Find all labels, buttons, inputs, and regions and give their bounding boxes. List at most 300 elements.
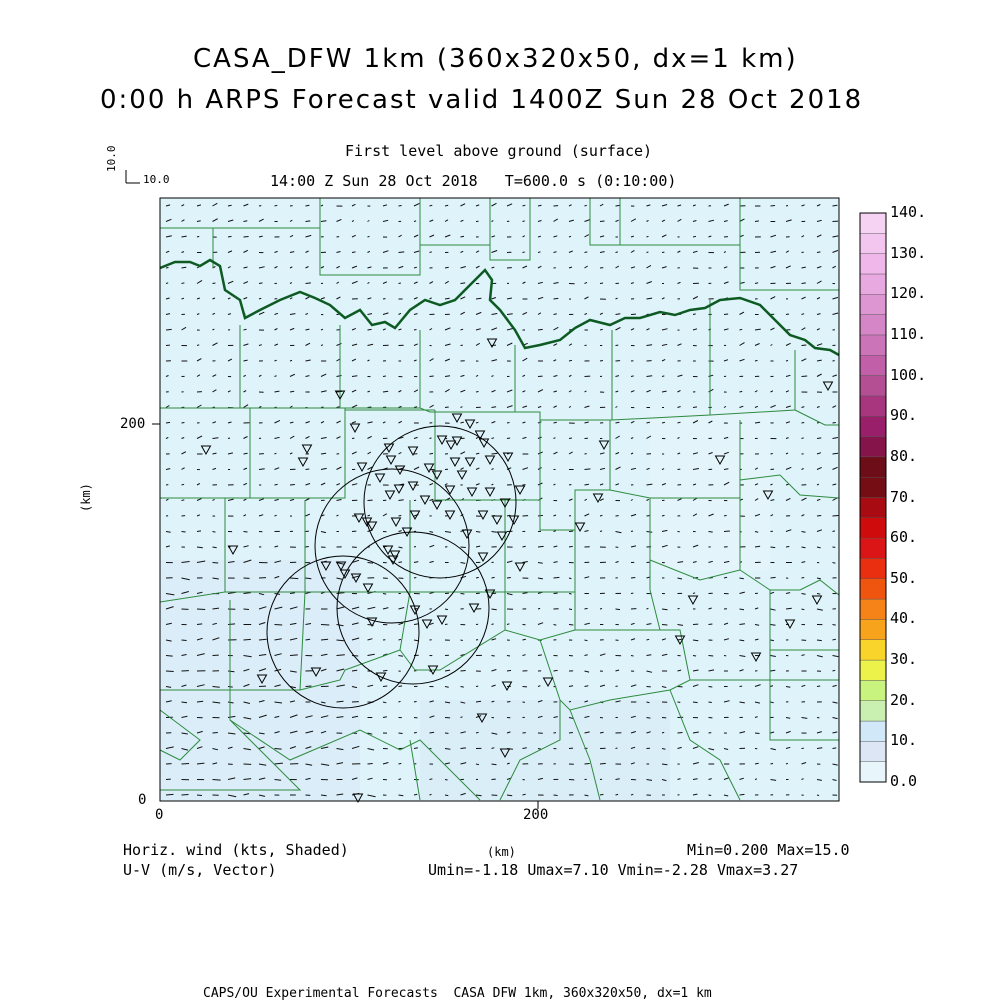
wind-vector: [802, 283, 806, 284]
colorbar-segment: [860, 721, 886, 741]
wind-vector: [538, 205, 542, 206]
wind-vector: [631, 656, 634, 657]
wind-vector: [461, 547, 466, 548]
wind-vector: [833, 670, 836, 671]
colorbar-segment: [860, 680, 886, 700]
wind-vector: [414, 701, 417, 702]
title-line-1: CASA_DFW 1km (360x320x50, dx=1 km): [193, 46, 798, 72]
wind-vector: [600, 221, 605, 222]
wind-vector: [833, 516, 839, 517]
wind-vector: [538, 608, 540, 609]
footer-left-1: Horiz. wind (kts, Shaded): [123, 843, 349, 858]
wind-vector: [693, 779, 698, 780]
colorbar-label: 130.: [890, 246, 926, 261]
wind-vector: [399, 283, 401, 284]
wind-vector: [213, 780, 221, 781]
wind-vector: [507, 624, 509, 625]
wind-vector: [321, 345, 323, 346]
wind-vector: [709, 687, 713, 688]
colorbar-segment: [860, 640, 886, 660]
wind-vector: [585, 640, 588, 641]
wind-vector: [585, 252, 588, 253]
wind-vector: [166, 268, 169, 269]
footer-right-2: Umin=-1.18 Umax=7.10 Vmin=-2.28 Vmax=3.27: [428, 863, 798, 878]
wind-vector: [492, 624, 494, 625]
wind-vector: [802, 438, 804, 439]
wind-vector: [399, 252, 405, 253]
wind-vector: [197, 624, 202, 625]
colorbar-segment: [860, 396, 886, 416]
wind-vector: [182, 267, 187, 268]
wind-vector: [662, 515, 665, 516]
wind-vector: [368, 407, 372, 408]
wind-vector: [306, 221, 311, 222]
wind-vector: [383, 670, 387, 671]
wind-vector: [383, 391, 388, 392]
colorbar-segment: [860, 315, 886, 335]
wind-vector: [616, 609, 621, 610]
wind-vector: [414, 732, 417, 733]
colorbar-segment: [860, 660, 886, 680]
wind-vector: [833, 748, 837, 749]
wind-vector: [244, 532, 248, 533]
wind-vector: [771, 454, 773, 455]
wind-vector: [817, 423, 819, 424]
colorbar-label: 60.: [890, 530, 917, 545]
wind-vector: [337, 701, 344, 702]
map-plot: [160, 198, 839, 802]
colorbar-segment: [860, 558, 886, 578]
wind-vector: [554, 795, 558, 796]
wind-vector: [461, 594, 465, 595]
wind-vector: [383, 594, 386, 595]
wind-vector: [507, 670, 511, 671]
wind-vector: [740, 624, 745, 625]
wind-vector: [755, 733, 760, 734]
wind-vector: [817, 516, 821, 517]
colorbar-segment: [860, 294, 886, 314]
wind-vector: [755, 360, 758, 361]
wind-vector: [383, 686, 387, 687]
wind-vector: [724, 531, 730, 532]
wind-vector: [523, 221, 525, 222]
wind-vector: [166, 656, 173, 657]
wind-vector: [275, 205, 278, 206]
map-shading-patch: [420, 700, 670, 800]
wind-vector: [228, 624, 235, 625]
wind-vector: [213, 687, 220, 688]
footer-right-1: Min=0.200 Max=15.0: [687, 843, 850, 858]
colorbar: [860, 213, 886, 782]
colorbar-segment: [860, 254, 886, 274]
wind-vector: [228, 236, 232, 237]
colorbar-segment: [860, 376, 886, 396]
wind-vector: [538, 655, 542, 656]
wind-vector: [507, 702, 510, 703]
wind-vector: [197, 795, 202, 796]
wind-vector: [352, 252, 356, 253]
colorbar-segment: [860, 416, 886, 436]
wind-vector: [399, 516, 402, 517]
wind-vector: [430, 438, 432, 439]
wind-vector: [275, 749, 282, 750]
colorbar-segment: [860, 233, 886, 253]
wind-vector: [414, 547, 416, 548]
wind-vector: [786, 206, 788, 207]
colorbar-label: 30.: [890, 652, 917, 667]
wind-vector: [213, 563, 219, 564]
wind-vector: [569, 609, 572, 610]
x-tick-200: 200: [523, 808, 548, 822]
colorbar-label: 70.: [890, 490, 917, 505]
wind-vector: [337, 640, 344, 641]
wind-vector: [569, 594, 572, 595]
wind-vector: [740, 391, 743, 392]
colorbar-label: 100.: [890, 368, 926, 383]
wind-vector: [817, 686, 820, 687]
wind-vector: [352, 656, 358, 657]
wind-vector: [833, 531, 835, 532]
wind-vector: [414, 578, 416, 579]
wind-vector: [399, 686, 403, 687]
wind-vector: [647, 345, 653, 346]
wind-vector: [182, 532, 186, 533]
wind-vector: [213, 547, 217, 548]
wind-vector: [771, 206, 776, 207]
wind-vector: [306, 547, 309, 548]
colorbar-label: 110.: [890, 327, 926, 342]
wind-vector: [724, 577, 727, 578]
wind-vector: [833, 625, 836, 626]
colorbar-label: 120.: [890, 286, 926, 301]
wind-vector: [399, 500, 404, 501]
wind-vector: [538, 329, 543, 330]
colorbar-label: 0.0: [890, 774, 917, 789]
colorbar-label: 40.: [890, 611, 917, 626]
wind-vector: [554, 422, 557, 423]
wind-vector: [802, 578, 805, 579]
wind-vector: [182, 500, 185, 501]
wind-vector: [414, 624, 418, 625]
wind-vector: [290, 485, 295, 486]
wind-vector: [817, 438, 821, 439]
wind-vector: [786, 361, 788, 362]
wind-vector: [662, 422, 665, 423]
x-tick-0: 0: [155, 808, 163, 822]
wind-vector: [833, 563, 836, 564]
wind-vector: [445, 687, 449, 688]
wind-vector: [445, 407, 449, 408]
colorbar-segment: [860, 274, 886, 294]
wind-vector: [786, 547, 789, 548]
wind-vector: [213, 283, 216, 284]
wind-vector: [461, 671, 466, 672]
wind-vector: [523, 546, 526, 547]
wind-vector: [693, 702, 698, 703]
colorbar-segment: [860, 579, 886, 599]
wind-vector: [228, 205, 232, 206]
wind-vector: [817, 252, 820, 253]
wind-vector: [585, 469, 591, 470]
x-axis-unit: (km): [487, 846, 516, 858]
credit-line: CAPS/OU Experimental Forecasts CASA DFW 1km, 360x320x50, dx=1 km: [203, 987, 712, 1000]
wind-vector: [662, 609, 668, 610]
wind-vector: [523, 639, 526, 640]
wind-vector: [166, 283, 168, 284]
wind-vector: [306, 686, 312, 687]
wind-vector: [166, 422, 170, 423]
wind-vector: [802, 609, 805, 610]
colorbar-segment: [860, 762, 886, 782]
wind-vector: [802, 376, 808, 377]
wind-vector: [399, 701, 401, 702]
wind-vector: [259, 283, 263, 284]
colorbar-label: 50.: [890, 571, 917, 586]
wind-vector: [569, 236, 571, 237]
wind-vector: [662, 749, 665, 750]
wind-vector: [585, 764, 590, 765]
wind-vector: [197, 221, 201, 222]
wind-vector: [709, 702, 712, 703]
wind-vector: [445, 795, 448, 796]
wind-vector: [399, 206, 402, 207]
wind-vector: [569, 360, 572, 361]
wind-vector: [321, 407, 324, 408]
wind-vector: [538, 749, 541, 750]
wind-vector: [445, 749, 450, 750]
wind-vector: [662, 625, 667, 626]
ref-vector-label-x: 10.0: [143, 174, 170, 185]
wind-vector: [476, 701, 481, 702]
wind-vector: [600, 329, 603, 330]
wind-vector: [771, 547, 776, 548]
wind-vector: [414, 221, 416, 222]
wind-vector: [197, 531, 201, 532]
subtitle-level: First level above ground (surface): [345, 144, 652, 159]
wind-vector: [724, 314, 728, 315]
y-tick-0: 0: [138, 793, 146, 807]
wind-vector: [616, 252, 618, 253]
wind-vector: [802, 345, 807, 346]
wind-vector: [585, 205, 587, 206]
wind-vector: [306, 469, 310, 470]
wind-vector: [306, 639, 311, 640]
wind-vector: [275, 484, 278, 485]
subtitle-time: 14:00 Z Sun 28 Oct 2018 T=600.0 s (0:10:00): [270, 174, 676, 189]
wind-vector: [383, 376, 386, 377]
wind-vector: [554, 298, 559, 299]
wind-vector: [244, 237, 249, 238]
wind-vector: [182, 795, 189, 796]
wind-vector: [554, 670, 558, 671]
wind-vector: [569, 701, 571, 702]
wind-vector: [213, 438, 219, 439]
wind-vector: [833, 205, 838, 206]
colorbar-label: 20.: [890, 693, 917, 708]
wind-vector: [600, 763, 606, 764]
wind-vector: [476, 422, 478, 423]
title-line-2: 0:00 h ARPS Forecast valid 1400Z Sun 28 Oct 2018: [100, 87, 863, 113]
wind-vector: [755, 422, 760, 423]
wind-vector: [662, 376, 664, 377]
wind-vector: [476, 577, 479, 578]
wind-vector: [368, 236, 370, 237]
wind-vector: [461, 640, 463, 641]
colorbar-segment: [860, 619, 886, 639]
wind-vector: [569, 625, 573, 626]
wind-vector: [600, 361, 603, 362]
wind-vector: [631, 531, 633, 532]
wind-vector: [554, 625, 557, 626]
wind-vector: [523, 252, 525, 253]
wind-vector: [197, 345, 199, 346]
wind-vector: [368, 764, 373, 765]
wind-vector: [182, 423, 185, 424]
wind-vector: [585, 686, 589, 687]
wind-vector: [476, 732, 479, 733]
wind-vector: [507, 656, 510, 657]
wind-vector: [445, 780, 448, 781]
wind-vector: [430, 252, 432, 253]
wind-vector: [399, 639, 402, 640]
wind-vector: [600, 609, 602, 610]
wind-vector: [554, 314, 557, 315]
colorbar-segment: [860, 457, 886, 477]
wind-vector: [724, 469, 728, 470]
wind-vector: [709, 624, 713, 625]
wind-vector: [755, 779, 757, 780]
wind-vector: [786, 763, 788, 764]
wind-vector: [817, 594, 820, 595]
wind-vector: [213, 733, 218, 734]
wind-vector: [647, 655, 652, 656]
colorbar-segment: [860, 498, 886, 518]
wind-vector: [352, 670, 357, 671]
wind-vector: [802, 423, 805, 424]
wind-vector: [647, 236, 649, 237]
colorbar-label: 80.: [890, 449, 917, 464]
wind-vector: [476, 298, 481, 299]
wind-vector: [445, 205, 448, 206]
wind-vector: [585, 655, 588, 656]
wind-vector: [368, 563, 374, 564]
wind-vector: [771, 577, 776, 578]
wind-vector: [662, 732, 664, 733]
wind-vector: [166, 329, 172, 330]
wind-vector: [616, 779, 620, 780]
wind-vector: [244, 609, 250, 610]
y-axis-unit: (km): [80, 483, 92, 512]
wind-vector: [817, 795, 819, 796]
wind-vector: [569, 578, 571, 579]
wind-vector: [569, 733, 573, 734]
wind-vector: [399, 562, 403, 563]
wind-vector: [600, 531, 602, 532]
wind-vector: [538, 546, 544, 547]
wind-vector: [306, 283, 311, 284]
wind-vector: [445, 376, 450, 377]
wind-vector: [461, 748, 466, 749]
wind-vector: [600, 283, 603, 284]
wind-vector: [585, 608, 588, 609]
wind-vector: [244, 453, 248, 454]
y-tick-200: 200: [120, 417, 145, 431]
footer-left-2: U-V (m/s, Vector): [123, 863, 277, 878]
colorbar-segment: [860, 335, 886, 355]
wind-vector: [616, 686, 618, 687]
wind-vector: [492, 577, 495, 578]
wind-vector: [492, 656, 495, 657]
wind-vector: [693, 314, 696, 315]
wind-vector: [368, 329, 372, 330]
wind-vector: [693, 656, 696, 657]
wind-vector: [492, 453, 498, 454]
wind-vector: [399, 763, 402, 764]
wind-vector: [461, 687, 464, 688]
wind-vector: [755, 532, 758, 533]
wind-vector: [275, 625, 283, 626]
wind-vector: [461, 283, 466, 284]
wind-vector: [786, 314, 789, 315]
wind-vector: [693, 236, 696, 237]
colorbar-segment: [860, 701, 886, 721]
wind-vector: [755, 221, 759, 222]
wind-vector: [538, 252, 541, 253]
wind-vector: [492, 438, 495, 439]
wind-vector: [740, 794, 745, 795]
wind-vector: [693, 593, 695, 594]
wind-vector: [290, 360, 292, 361]
colorbar-segment: [860, 599, 886, 619]
wind-vector: [817, 640, 822, 641]
wind-vector: [476, 764, 479, 765]
ref-vector-label-y: 10.0: [106, 146, 117, 173]
wind-vector: [430, 732, 435, 733]
wind-vector: [631, 794, 633, 795]
wind-vector: [430, 779, 433, 780]
wind-vector: [647, 376, 653, 377]
wind-vector: [321, 625, 329, 626]
colorbar-label: 90.: [890, 408, 917, 423]
wind-vector: [833, 453, 839, 454]
wind-vector: [771, 625, 776, 626]
ref-vector-arrow: [126, 170, 140, 183]
wind-vector: [399, 795, 404, 796]
wind-vector: [569, 438, 572, 439]
wind-vector: [352, 376, 357, 377]
colorbar-segment: [860, 355, 886, 375]
colorbar-segment: [860, 213, 886, 233]
wind-vector: [647, 252, 649, 253]
wind-vector: [197, 236, 199, 237]
wind-vector: [616, 748, 618, 749]
wind-vector: [678, 608, 680, 609]
wind-vector: [647, 702, 650, 703]
wind-vector: [461, 236, 465, 237]
wind-vector: [399, 733, 403, 734]
wind-vector: [275, 780, 282, 781]
wind-vector: [182, 484, 185, 485]
wind-vector: [166, 794, 174, 795]
wind-vector: [197, 701, 203, 702]
colorbar-label: 140.: [890, 205, 926, 220]
wind-vector: [476, 453, 479, 454]
wind-vector: [523, 748, 527, 749]
wind-vector: [445, 609, 448, 610]
wind-vector: [678, 733, 683, 734]
wind-vector: [616, 794, 619, 795]
wind-vector: [166, 671, 174, 672]
